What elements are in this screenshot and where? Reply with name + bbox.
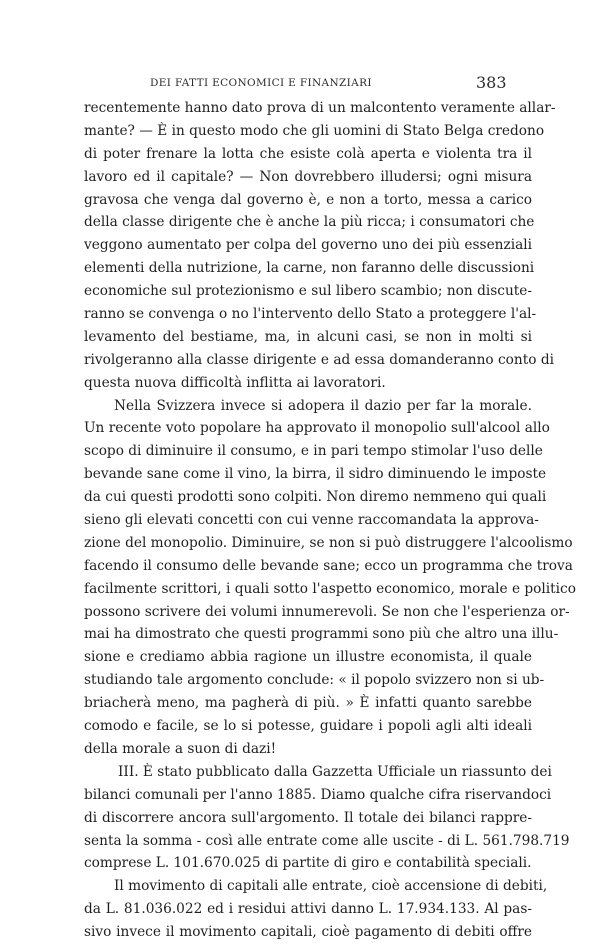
text-line: levamento del bestiame, ma, in alcuni casi, se non in molti si [84, 328, 532, 345]
text-line: ranno se convenga o no l'intervento dello Stato a proteggere l'al- [84, 306, 537, 323]
text-line: lavoro ed il capitale? — Non dovrebbero illudersi; ogni misura [84, 168, 532, 185]
text-line: scopo di diminuire il consumo, e in pari tempo stimolar l'uso delle [84, 443, 543, 460]
text-line: da cui questi prodotti sono colpiti. Non diremo nemmeno qui quali [84, 489, 547, 506]
text-line: gravosa che venga dal governo è, e non a torto, messa a carico [84, 191, 532, 208]
paragraph-first-line: Il movimento di capitali alle entrate, cioè accensione di debiti, [114, 878, 548, 895]
text-line: questa nuova difficoltà inflitta ai lavoratori. [84, 374, 386, 391]
text-line: studiando tale argomento conclude: « il popolo svizzero non si ub- [84, 672, 545, 689]
text-line: briacherà meno, ma pagherà di più. » È infatti quanto sarebbe [84, 695, 532, 712]
text-line: comodo e facile, se lo si potesse, guidare i popoli agli alti ideali [84, 718, 532, 735]
text-line: facendo il consumo delle bevande sane; ecco un programma che trova [84, 557, 573, 574]
running-header: DEI FATTI ECONOMICI E FINANZIARI [150, 77, 372, 89]
text-line: senta la somma - così alle entrate come alle uscite - di L. 561.798.719 [84, 832, 570, 849]
text-line: della classe dirigente che è anche la più ricca; i consumatori che [84, 214, 535, 231]
text-line: facilmente scrittori, i quali sotto l'aspetto economico, morale e politico [84, 580, 576, 597]
page-number: 383 [476, 73, 507, 92]
text-line: zione del monopolio. Diminuire, se non si può distruggere l'alcoolismo [84, 534, 573, 551]
text-line: bevande sane come il vino, la birra, il sidro diminuendo le imposte [84, 466, 547, 483]
text-line: elementi della nutrizione, la carne, non faranno delle discussioni [84, 260, 535, 277]
text-line: comprese L. 101.670.025 di partite di giro e contabilità speciali. [84, 855, 532, 872]
text-line: possono scrivere dei volumi innumerevoli. Se non che l'esperienza or- [84, 603, 570, 620]
text-line: veggono aumentato per colpa del governo uno dei più essenziali [84, 237, 532, 254]
text-line: Un recente voto popolare ha approvato il monopolio sull'alcool allo [84, 420, 550, 437]
text-line: sivo invece il movimento capitali, cioè pagamento di debiti offre [84, 924, 532, 941]
text-line: sieno gli elevati concetti con cui venne raccomandata la approva- [84, 512, 539, 529]
text-line: della morale a suon di dazi! [84, 740, 277, 757]
text-line: di poter frenare la lotta che esiste colà aperta e violenta tra il [84, 145, 532, 162]
section-first-line: III. È stato pubblicato dalla Gazzetta Ufficiale un riassunto dei [118, 763, 552, 780]
text-line: mante? — È in questo modo che gli uomini di Stato Belga credono [84, 122, 545, 139]
text-line: di discorrere ancora sull'argomento. Il totale dei bilanci rappre- [84, 809, 532, 826]
text-line: mai ha dimostrato che questi programmi sono più che altro una illu- [84, 626, 559, 643]
text-line: economiche sul protezionismo e sul libero scambio; non discute- [84, 283, 532, 300]
text-line: bilanci comunali per l'anno 1885. Diamo qualche cifra riservandoci [84, 786, 552, 803]
text-line: recentemente hanno dato prova di un malcontento veramente allar- [84, 100, 556, 116]
text-line: sione e crediamo abbia ragione un illustre economista, il quale [84, 649, 532, 666]
text-line: da L. 81.036.022 ed i residui attivi danno L. 17.934.133. Al pas- [84, 901, 532, 918]
text-line: rivolgeranno alla classe dirigente e ad essa domanderanno conto di [84, 351, 554, 368]
paragraph-first-line: Nella Svizzera invece si adopera il dazio per far la morale. [114, 397, 532, 414]
body-text [84, 97, 576, 944]
